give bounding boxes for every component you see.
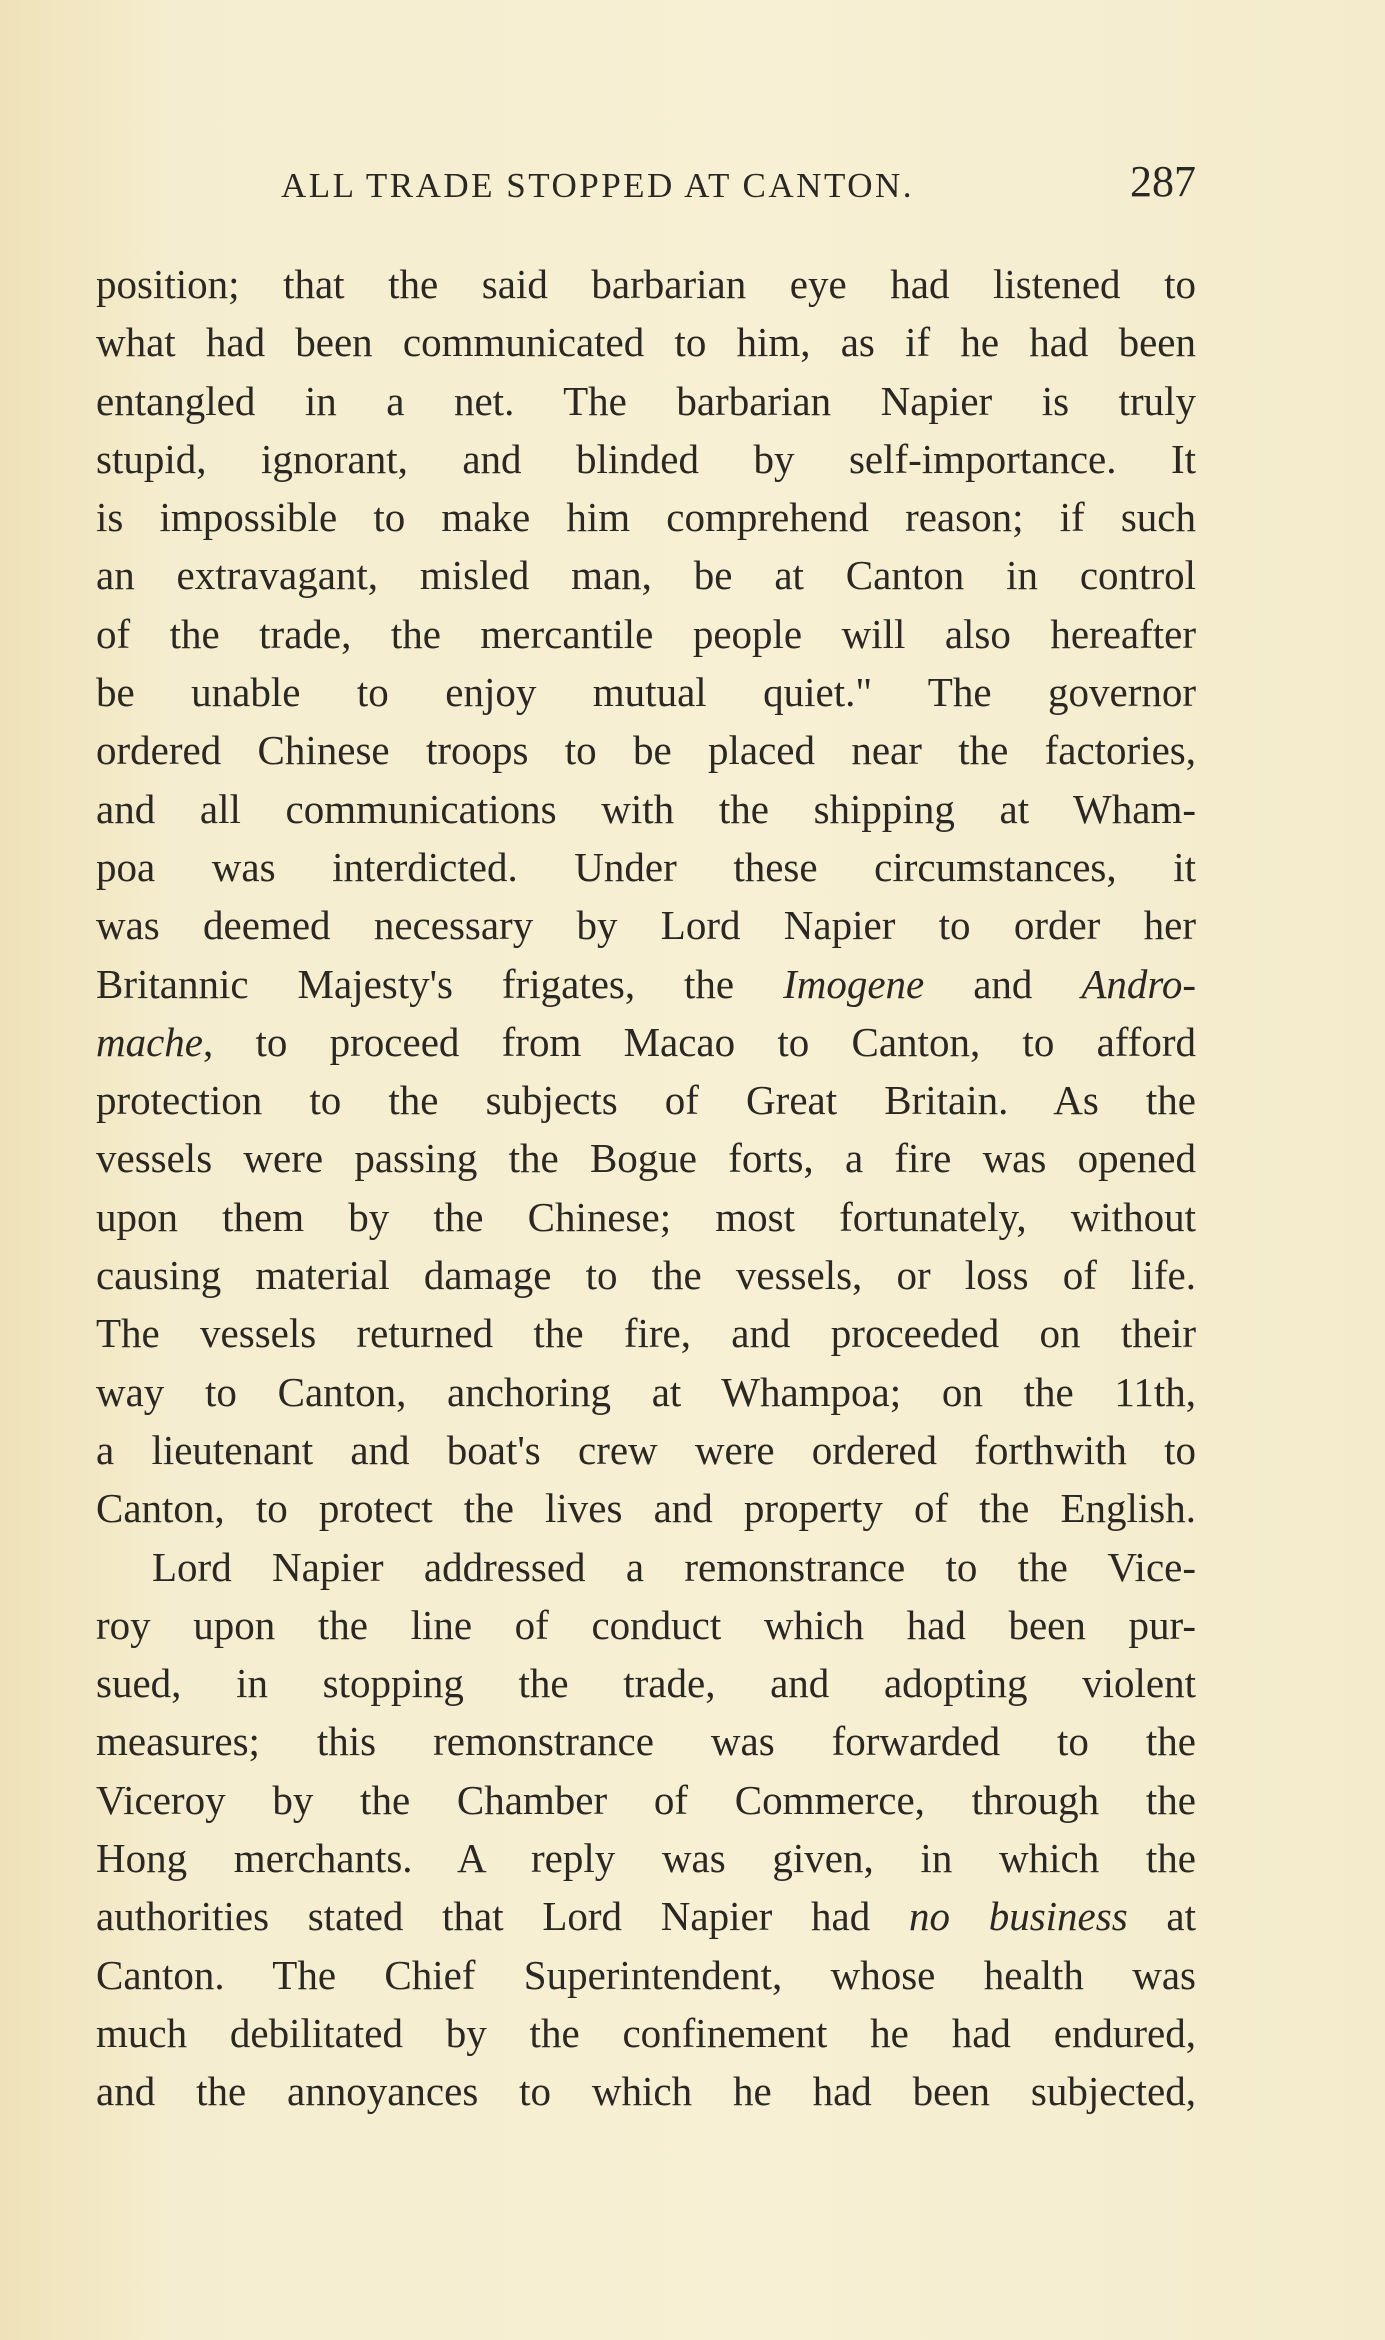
text-line-with-italics — [96, 955, 1196, 1013]
ship-name-andromache-cont: mache — [96, 1018, 204, 1065]
text-line: is impossible to make him comprehend reason; if such — [96, 494, 1196, 541]
italic-phrase: no business — [908, 1893, 1128, 1940]
text-line-with-italics — [96, 1013, 1196, 1071]
text-line: measures; this remonstrance was forwarded to the — [96, 1718, 1196, 1765]
text-line: an extravagant, misled man, be at Canton in control — [96, 552, 1196, 599]
text-line: way to Canton, anchoring at Whampoa; on the 11th, — [96, 1368, 1196, 1415]
ship-name-andromache: Andro- — [1081, 960, 1197, 1007]
text-segment: at — [1127, 1893, 1196, 1940]
text-segment: and — [924, 960, 1082, 1007]
paragraph-start-line: Lord Napier addressed a remonstrance to the Vice- — [152, 1543, 1196, 1590]
text-line: what had been communicated to him, as if he had been — [96, 319, 1196, 366]
running-head — [96, 157, 1196, 216]
text-line: and all communications with the shipping at Wham- — [96, 785, 1196, 832]
text-line: roy upon the line of conduct which had been pur- — [96, 1601, 1196, 1648]
body-text — [96, 255, 1196, 2121]
text-segment: , to proceed from Macao to Canton, to afford — [203, 1018, 1196, 1065]
text-line: Canton. The Chief Superintendent, whose health was — [96, 1951, 1196, 1998]
text-line: a lieutenant and boat's crew were ordered forthwith to — [96, 1426, 1196, 1473]
text-line: of the trade, the mercantile people will also hereafter — [96, 610, 1196, 657]
text-line: upon them by the Chinese; most fortunately, without — [96, 1193, 1196, 1240]
ship-name-imogene: Imogene — [783, 960, 925, 1007]
text-line: stupid, ignorant, and blinded by self-importance. It — [96, 435, 1196, 482]
text-line: Canton, to protect the lives and property of the English. — [96, 1485, 1196, 1532]
text-line: ordered Chinese troops to be placed near the factories, — [96, 727, 1196, 774]
page-number: 287 — [1130, 157, 1196, 206]
text-line: Hong merchants. A reply was given, in which the — [96, 1835, 1196, 1882]
text-line: poa was interdicted. Under these circumstances, it — [96, 843, 1196, 890]
text-segment: authorities stated that Lord Napier had — [96, 1893, 909, 1940]
text-line: Viceroy by the Chamber of Commerce, through the — [96, 1776, 1196, 1823]
text-line: protection to the subjects of Great Britain. As the — [96, 1077, 1196, 1124]
text-line: and the annoyances to which he had been subjected, — [96, 2068, 1196, 2115]
text-line: was deemed necessary by Lord Napier to order her — [96, 902, 1196, 949]
text-line: sued, in stopping the trade, and adopting violent — [96, 1660, 1196, 1707]
text-line: much debilitated by the confinement he had endured, — [96, 2009, 1196, 2056]
text-line: be unable to enjoy mutual quiet." The governor — [96, 669, 1196, 716]
text-line: vessels were passing the Bogue forts, a fire was opened — [96, 1135, 1196, 1182]
text-line: causing material damage to the vessels, or loss of life. — [96, 1252, 1196, 1299]
text-line-with-italics — [96, 1887, 1196, 1945]
text-segment: Britannic Majesty's frigates, the — [96, 960, 784, 1007]
running-title: ALL TRADE STOPPED AT CANTON. — [281, 166, 914, 205]
text-line: position; that the said barbarian eye had listened to — [96, 261, 1196, 307]
text-line: The vessels returned the fire, and proceeded on their — [96, 1310, 1196, 1357]
text-line: entangled in a net. The barbarian Napier is truly — [96, 377, 1196, 424]
